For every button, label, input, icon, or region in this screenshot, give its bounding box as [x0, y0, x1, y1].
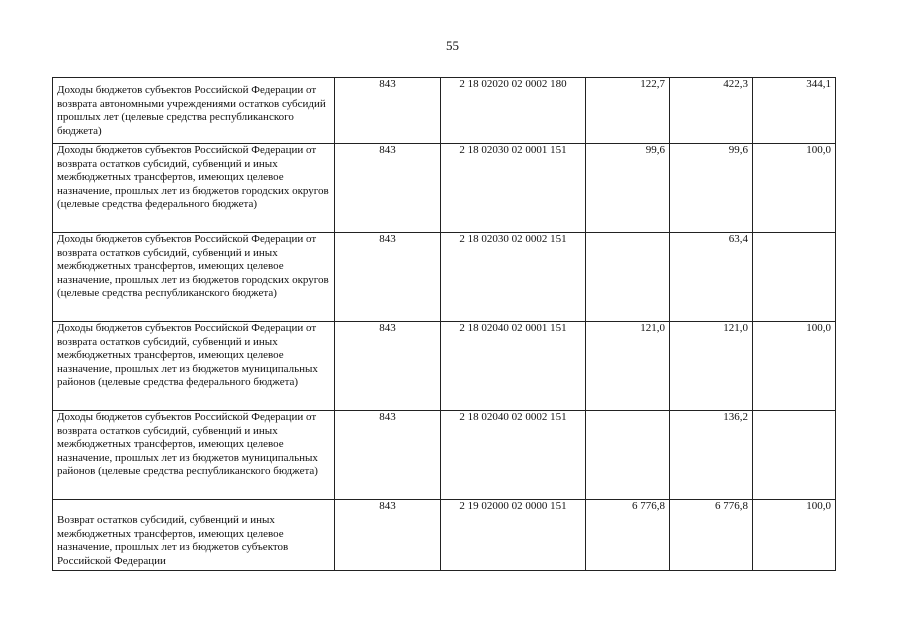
- row-percent: 100,0: [753, 322, 836, 411]
- row-plan: 122,7: [586, 78, 670, 144]
- row-admin-code: 843: [335, 322, 441, 411]
- row-plan: 6 776,8: [586, 500, 670, 571]
- row-description: Доходы бюджетов субъектов Российской Федерации от возврата автономными учреждениями остатков субсидий прошлых лет (целевые средства республиканского бюджета): [53, 78, 335, 144]
- row-plan: [586, 233, 670, 322]
- table-row: [53, 411, 836, 500]
- page-number: 55: [446, 38, 459, 53]
- table-row: [53, 78, 836, 144]
- row-budget-code: 2 18 02040 02 0001 151: [441, 322, 586, 411]
- row-plan: 99,6: [586, 144, 670, 233]
- row-percent: 100,0: [753, 144, 836, 233]
- row-admin-code: 843: [335, 500, 441, 571]
- row-percent: 344,1: [753, 78, 836, 144]
- budget-table: [52, 77, 836, 571]
- row-actual: 121,0: [670, 322, 753, 411]
- table-row: [53, 322, 836, 411]
- row-budget-code: 2 18 02040 02 0002 151: [441, 411, 586, 500]
- table-row: [53, 144, 836, 233]
- row-budget-code: 2 19 02000 02 0000 151: [441, 500, 586, 571]
- row-budget-code: 2 18 02030 02 0002 151: [441, 233, 586, 322]
- row-description: Доходы бюджетов субъектов Российской Федерации от возврата остатков субсидий, субвенций и иных межбюджетных трансфертов, имеющих целевое назначение, прошлых лет из бюджетов муниципальных районов (целевые средства федерального бюджета): [53, 322, 335, 411]
- row-actual: 63,4: [670, 233, 753, 322]
- row-percent: [753, 233, 836, 322]
- row-budget-code: 2 18 02030 02 0001 151: [441, 144, 586, 233]
- row-actual: 99,6: [670, 144, 753, 233]
- row-budget-code: 2 18 02020 02 0002 180: [441, 78, 586, 144]
- row-percent: 100,0: [753, 500, 836, 571]
- row-percent: [753, 411, 836, 500]
- row-description: Доходы бюджетов субъектов Российской Федерации от возврата остатков субсидий, субвенций и иных межбюджетных трансфертов, имеющих целевое назначение, прошлых лет из бюджетов муниципальных районов (целевые средства республиканского бюджета): [53, 411, 335, 500]
- row-plan: [586, 411, 670, 500]
- row-actual: 136,2: [670, 411, 753, 500]
- row-admin-code: 843: [335, 78, 441, 144]
- row-actual: 422,3: [670, 78, 753, 144]
- table-row: [53, 233, 836, 322]
- row-actual: 6 776,8: [670, 500, 753, 571]
- row-plan: 121,0: [586, 322, 670, 411]
- row-description: Доходы бюджетов субъектов Российской Федерации от возврата остатков субсидий, субвенций и иных межбюджетных трансфертов, имеющих целевое назначение, прошлых лет из бюджетов городских округов (целевые средства республиканского бюджета): [53, 233, 335, 322]
- row-admin-code: 843: [335, 233, 441, 322]
- row-admin-code: 843: [335, 144, 441, 233]
- table-row: [53, 500, 836, 571]
- row-description: Возврат остатков субсидий, субвенций и иных межбюджетных трансфертов, имеющих целевое назначение, прошлых лет из бюджетов субъектов Российской Федерации: [53, 500, 335, 571]
- row-admin-code: 843: [335, 411, 441, 500]
- row-description: Доходы бюджетов субъектов Российской Федерации от возврата остатков субсидий, субвенций и иных межбюджетных трансфертов, имеющих целевое назначение, прошлых лет из бюджетов городских округов (целевые средства федерального бюджета): [53, 144, 335, 233]
